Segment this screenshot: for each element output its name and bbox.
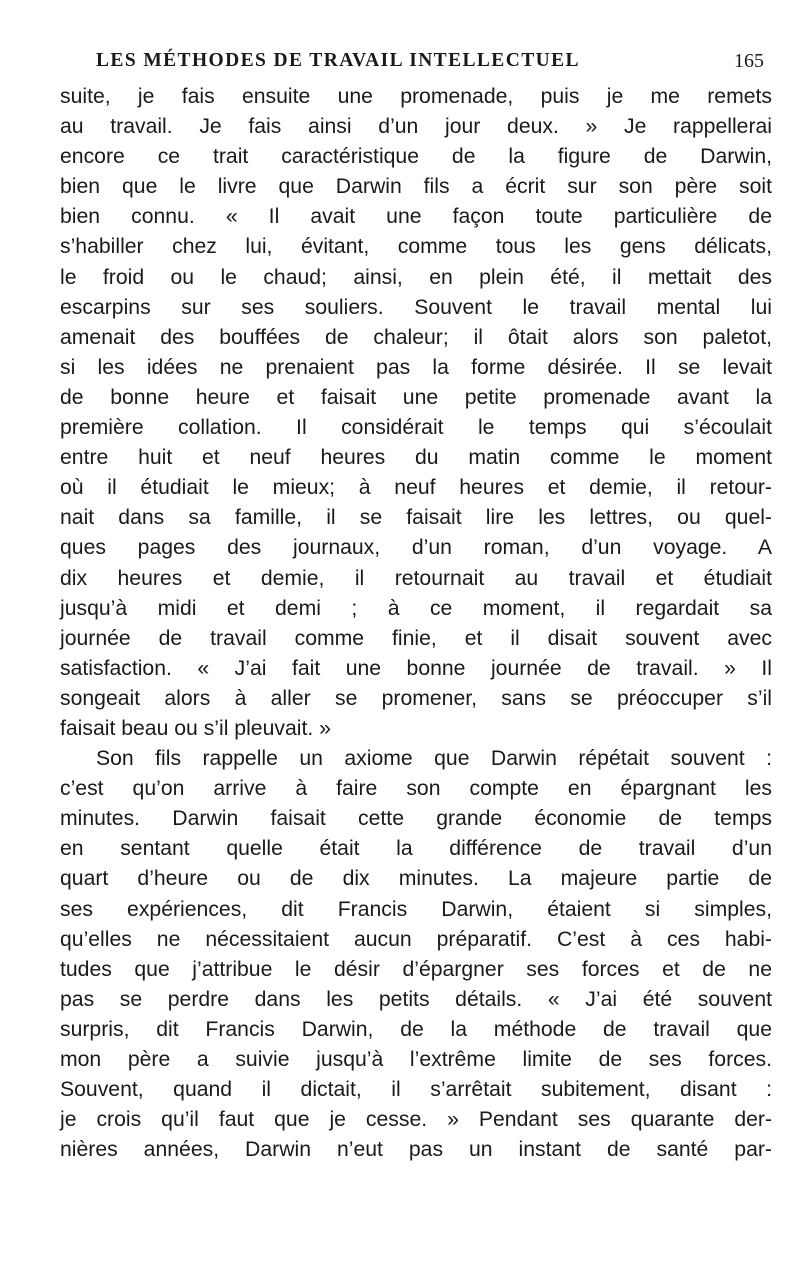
paragraph-end-line: faisait beau ou s’il pleuvait. » [60,716,331,740]
text-line: le froid ou le chaud; ainsi, en plein été, il mettait des [60,265,772,289]
text-line: mon père a suivie jusqu’à l’extrême limite de ses forces. [60,1048,772,1071]
text-line: au travail. Je fais ainsi d’un jour deux. » Je rappellerai [60,115,772,139]
text-line: dix heures et demie, il retournait au travail et étudiait [60,566,772,590]
text-line: s’habiller chez lui, évitant, comme tous les gens délicats, [60,235,772,259]
text-line: ses expériences, dit Francis Darwin, étaient si simples, [60,897,772,921]
page-content [60,50,772,1165]
text-line: satisfaction. « J’ai fait une bonne journée de travail. » Il [60,656,772,680]
text-line: amenait des bouffées de chaleur; il ôtait alors son paletot, [60,325,772,349]
paragraph-start-line: Son fils rappelle un axiome que Darwin répétait souvent : [96,747,772,771]
text-line: si les idées ne prenaient pas la forme désirée. Il se levait [60,355,772,379]
text-line: encore ce trait caractéristique de la figure de Darwin, [60,145,772,169]
text-line: je crois qu’il faut que je cesse. » Pendant ses quarante der- [60,1108,772,1132]
text-line: bien connu. « Il avait une façon toute particulière de [60,205,772,229]
body-text [60,82,772,1165]
text-line: escarpins sur ses souliers. Souvent le travail mental lui [60,295,772,319]
text-line: entre huit et neuf heures du matin comme le moment [60,446,772,470]
text-line: nières années, Darwin n’eut pas un instant de santé par- [60,1138,772,1162]
text-line: songeait alors à aller se promener, sans se préoccuper s’il [60,686,772,710]
running-title: LES MÉTHODES DE TRAVAIL INTELLECTUEL [96,50,580,71]
text-line: qu’elles ne nécessitaient aucun préparatif. C’est à ces habi- [60,927,772,951]
text-line: Souvent, quand il dictait, il s’arrêtait subitement, disant : [60,1078,772,1102]
text-line: surpris, dit Francis Darwin, de la méthode de travail que [60,1017,772,1041]
text-line: minutes. Darwin faisait cette grande économie de temps [60,807,772,831]
text-line: c’est qu’on arrive à faire son compte en épargnant les [60,777,772,801]
text-line: nait dans sa famille, il se faisait lire les lettres, ou quel- [60,506,772,530]
text-line: de bonne heure et faisait une petite promenade avant la [60,385,772,409]
text-line: première collation. Il considérait le temps qui s’écoulait [60,416,772,440]
text-line: suite, je fais ensuite une promenade, puis je me remets [60,85,772,108]
text-line: tudes que j’attribue le désir d’épargner ses forces et de ne [60,957,772,981]
text-line: pas se perdre dans les petits détails. « J’ai été souvent [60,987,772,1011]
text-line: en sentant quelle était la différence de travail d’un [60,837,772,861]
text-line: ques pages des journaux, d’un roman, d’un voyage. A [60,536,772,560]
running-head [60,50,772,80]
text-line: journée de travail comme finie, et il disait souvent avec [60,626,772,650]
text-line: quart d’heure ou de dix minutes. La majeure partie de [60,867,772,891]
page-number: 165 [734,50,764,72]
text-line: bien que le livre que Darwin fils a écrit sur son père soit [60,175,772,199]
text-line: où il étudiait le mieux; à neuf heures et demie, il retour- [60,476,772,500]
text-line: jusqu’à midi et demi ; à ce moment, il regardait sa [60,596,772,620]
